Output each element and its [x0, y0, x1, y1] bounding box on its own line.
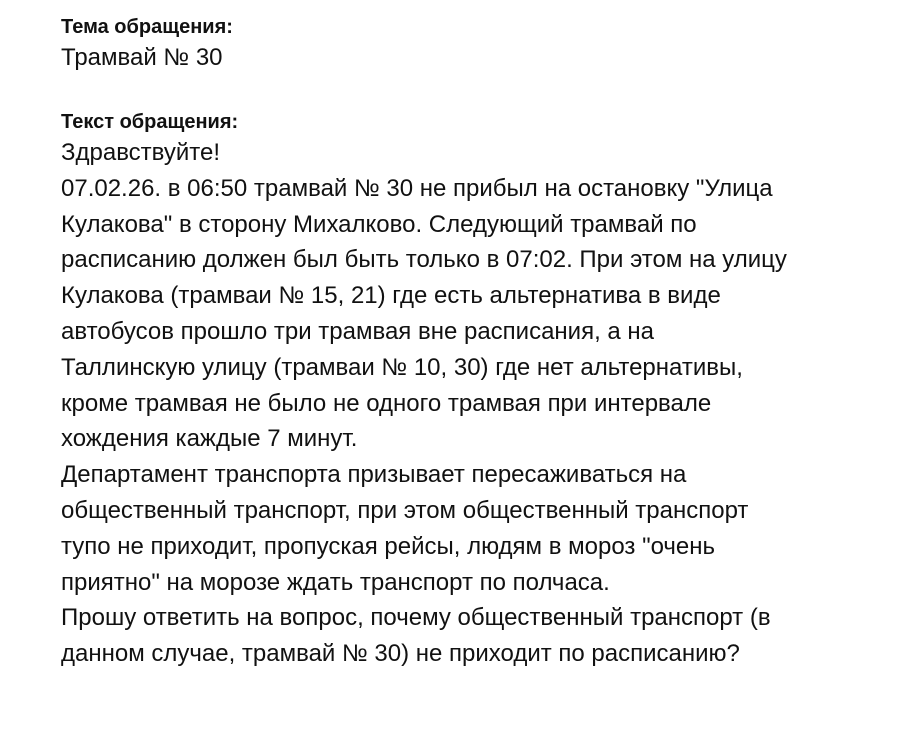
message-line: тупо не приходит, пропуская рейсы, людям в мороз "очень [61, 532, 716, 560]
message-line: кроме трамвая не было не одного трамвая при интервале [61, 389, 712, 417]
message-label: Текст обращения: [61, 111, 239, 133]
appeal-document [61, 14, 881, 672]
message-line: Кулакова" в сторону Михалково. Следующий трамвай по [61, 210, 697, 238]
subject-section [61, 14, 881, 75]
message-line: общественный транспорт, при этом общественный транспорт [61, 496, 749, 524]
message-line: расписанию должен был быть только в 07:02. При этом на улицу [61, 246, 787, 274]
message-line: автобусов прошло три трамвая вне расписания, а на [61, 317, 655, 345]
message-section [61, 109, 881, 672]
message-line: Прошу ответить на вопрос, почему общественный транспорт (в [61, 604, 771, 632]
message-line: хождения каждые 7 минут. [61, 425, 358, 453]
message-line: данном случае, трамвай № 30) не приходит по расписанию? [61, 640, 740, 668]
message-text [61, 135, 881, 672]
message-line: Здравствуйте! [61, 139, 221, 166]
message-line: Кулакова (трамваи № 15, 21) где есть альтернатива в виде [61, 282, 721, 310]
message-line: 07.02.26. в 06:50 трамвай № 30 не прибыл на остановку "Улица [61, 174, 773, 202]
message-line: Таллинскую улицу (трамваи № 10, 30) где нет альтернативы, [61, 353, 743, 381]
message-line: Департамент транспорта призывает пересаживаться на [61, 461, 687, 489]
subject-label: Тема обращения: [61, 16, 233, 38]
message-line: приятно" на морозе ждать транспорт по полчаса. [61, 568, 610, 596]
subject-value: Трамвай № 30 [61, 44, 223, 71]
